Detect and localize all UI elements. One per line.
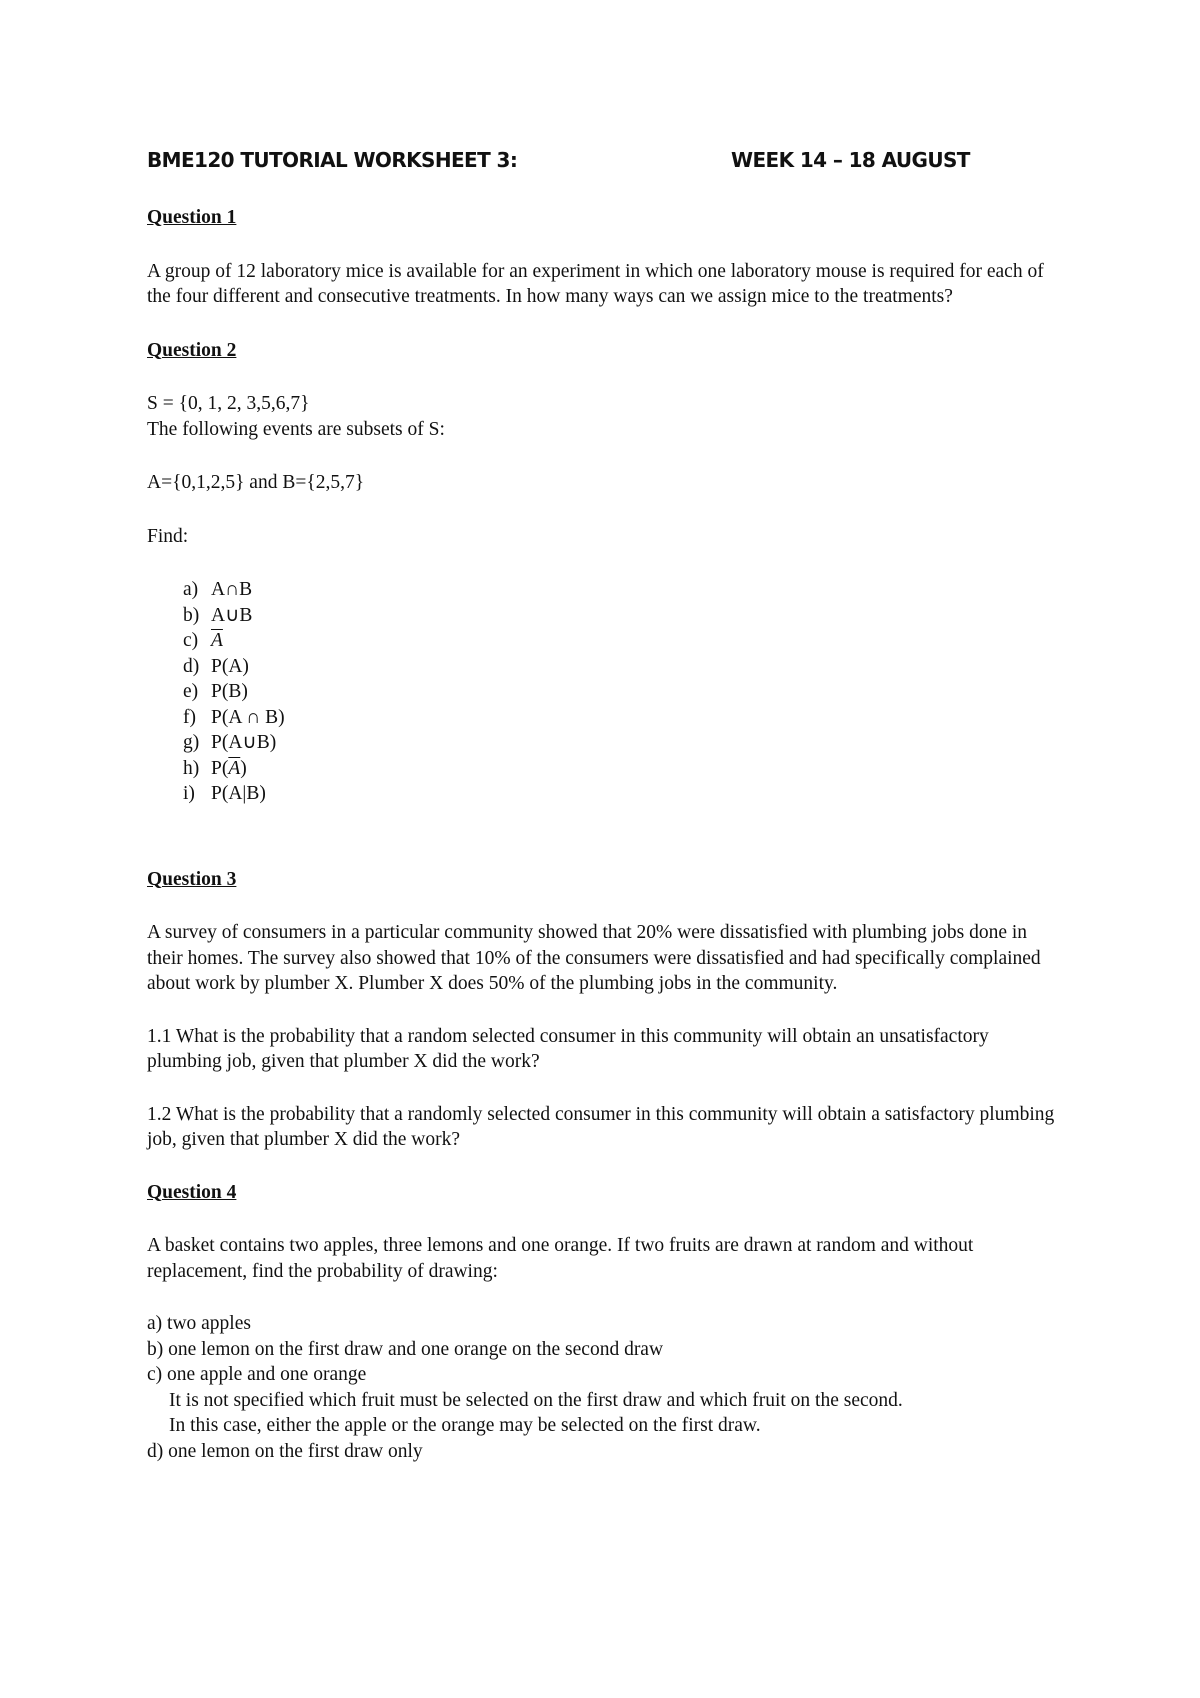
question-2-events: A={0,1,2,5} and B={2,5,7} xyxy=(147,472,365,493)
question-2-set-s: S = {0, 1, 2, 3,5,6,7} xyxy=(147,393,310,414)
part-marker: d) xyxy=(183,655,200,677)
part-text-bar: $\overline{A}$ xyxy=(228,757,241,779)
part-text: P(A∪B) xyxy=(211,732,277,753)
part-marker: e) xyxy=(183,681,199,702)
part-text: A∪B xyxy=(211,604,253,626)
question-2-title: Question 2 xyxy=(147,339,237,361)
question-3-part-1-1: 1.1 What is the probability that a random selected consumer in this community will obtain an unsatisfactory plumbing job, given that plumber X did the work? xyxy=(147,1025,989,1072)
worksheet-title: BME120 TUTORIAL WORKSHEET 3: xyxy=(147,148,518,172)
worksheet-body xyxy=(147,205,1067,1464)
part-text: P(A ∩ B) xyxy=(211,706,285,728)
list-item xyxy=(183,781,1067,807)
question-4-text: A basket contains two apples, three lemons and one orange. If two fruits are drawn at random and without replacement, find the probability of drawing: xyxy=(147,1235,974,1282)
list-item xyxy=(183,730,1067,756)
part-marker: b) xyxy=(183,604,200,626)
question-2-parts xyxy=(147,577,1067,807)
part-marker: c) xyxy=(183,630,199,651)
list-item xyxy=(183,679,1067,705)
question-2-find: Find: xyxy=(147,525,189,547)
question-2-subsets-line: The following events are subsets of S: xyxy=(147,418,445,440)
part-marker: g) xyxy=(183,732,200,753)
worksheet-header xyxy=(147,148,1047,178)
question-3-title: Question 3 xyxy=(147,868,237,890)
question-1-title: Question 1 xyxy=(147,207,237,228)
part-text-pre: P( xyxy=(211,757,229,779)
question-3-part-1-2: 1.2 What is the probability that a randomly selected consumer in this community will obtain a satisfactory plumbing job, given that plumber X did the work? xyxy=(147,1103,1055,1150)
part-text xyxy=(211,756,247,782)
part-text-post: ) xyxy=(240,757,247,779)
question-4-part-c: c) one apple and one orange xyxy=(147,1364,367,1385)
list-item xyxy=(183,756,1067,782)
part-text: A∩B xyxy=(211,579,253,600)
part-text: P(A|B) xyxy=(211,783,266,804)
part-marker: i) xyxy=(183,783,195,804)
question-4-title: Question 4 xyxy=(147,1181,237,1203)
part-text: P(A) xyxy=(211,655,249,677)
part-text: $\overline{A}$ xyxy=(211,630,223,651)
question-3-text: A survey of consumers in a particular community showed that 20% were dissatisfied with plumbing jobs done in their homes. The survey also showed that 10% of the consumers were dissatisfied and had specifically complained about work by plumber X. Plumber X does 50% of the plumbing jobs in the community. xyxy=(147,922,1041,994)
part-marker: a) xyxy=(183,579,199,600)
question-4-part-c-note-2: In this case, either the apple or the orange may be selected on the first draw. xyxy=(169,1415,761,1436)
list-item xyxy=(183,705,1067,731)
part-text: P(B) xyxy=(211,681,248,702)
list-item xyxy=(183,577,1067,603)
list-item xyxy=(183,603,1067,629)
list-item xyxy=(183,628,1067,654)
question-1-text: A group of 12 laboratory mice is available for an experiment in which one laboratory mouse is required for each of the four different and consecutive treatments. In how many ways can we assign mice to the treatments? xyxy=(147,260,1044,307)
part-marker: h) xyxy=(183,757,200,779)
worksheet-week: WEEK 14 – 18 AUGUST xyxy=(731,148,970,172)
question-4-part-b: b) one lemon on the first draw and one orange on the second draw xyxy=(147,1338,664,1360)
list-item xyxy=(183,654,1067,680)
part-marker: f) xyxy=(183,706,196,728)
question-4-part-c-note-1: It is not specified which fruit must be selected on the first draw and which fruit on the second. xyxy=(169,1389,903,1411)
question-4-part-d: d) one lemon on the first draw only xyxy=(147,1440,423,1462)
question-4-part-a: a) two apples xyxy=(147,1313,251,1334)
